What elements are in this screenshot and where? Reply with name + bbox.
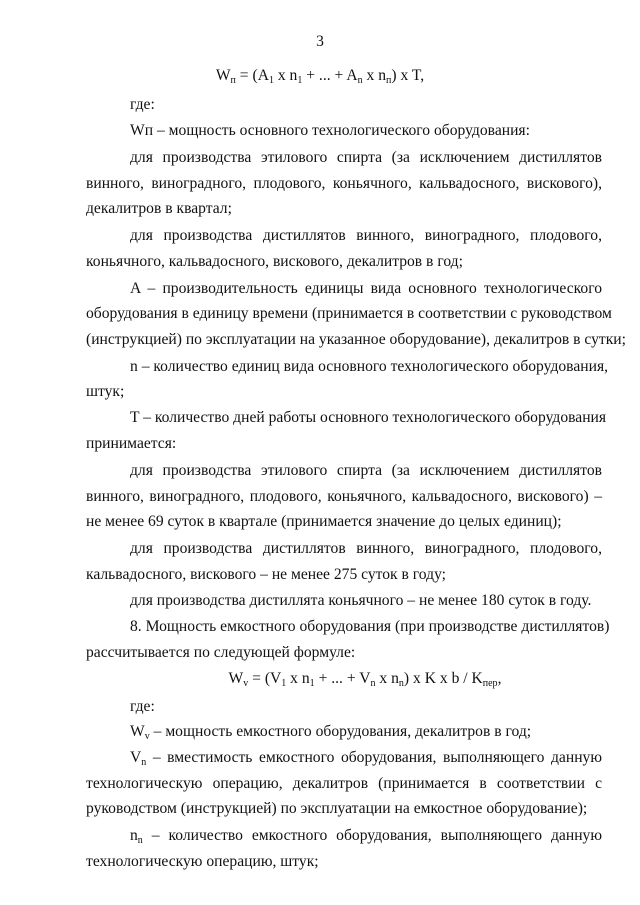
paragraph-line: рассчитывается по следующей формуле: bbox=[86, 644, 356, 661]
paragraph-line: кальвадосного, вискового – не менее 275 суток в году; bbox=[86, 566, 447, 583]
definition-wv: $W_v$ – мощность емкостного оборудования, декалитров в год; bbox=[130, 723, 532, 742]
paragraph-line: для производства дистиллятов винного, виноградного, плодового, bbox=[130, 227, 602, 244]
definition-vn: $V_n$ – вместимость емкостного оборудования, выполняющего данную bbox=[130, 749, 602, 768]
paragraph-line: технологическую операцию, декалитров (принимается в соответствии с bbox=[86, 775, 602, 792]
paragraph-line: для производства дистиллятов винного, виноградного, плодового, bbox=[130, 540, 602, 557]
paragraph-line: технологическую операцию, штук; bbox=[86, 853, 319, 870]
paragraph-line: руководством (инструкцией) по эксплуатации на емкостное оборудование); bbox=[86, 800, 588, 817]
paragraph-line: коньячного, кальвадосного, вискового, декалитров в год; bbox=[86, 253, 463, 270]
paragraph-line: для производства этилового спирта (за исключением дистиллятов bbox=[130, 462, 602, 479]
formula-wn: $W_п = (A_1$ x $n_1$ + ... + $A_n$ x $n_п$) x T, bbox=[215, 67, 425, 86]
definition-t: T – количество дней работы основного технологического оборудования bbox=[130, 409, 607, 426]
definition-nn: $n_n$ – количество емкостного оборудования, выполняющего данную bbox=[130, 827, 602, 846]
paragraph-line: для производства этилового спирта (за исключением дистиллятов bbox=[130, 149, 602, 166]
page-number: 3 bbox=[316, 33, 324, 50]
paragraph-line: оборудования в единицу времени (принимается в соответствии с руководством bbox=[86, 305, 612, 322]
formula-wv: $W_v = (V_1$ x $n_1$ + ... + $V_n$ x $n_n$) x K x b / $K_{пер}$, bbox=[228, 670, 502, 689]
paragraph-line: штук; bbox=[86, 383, 125, 400]
paragraph-line: винного, виноградного, плодового, коньячного, кальвадосного, вискового), bbox=[86, 175, 602, 192]
paragraph-line: не менее 69 суток в квартале (принимается значение до целых единиц); bbox=[86, 513, 562, 530]
paragraph-line: (инструкцией) по эксплуатации на указанное оборудование), декалитров в сутки; bbox=[86, 331, 626, 348]
definition-wn: Wп – мощность основного технологического оборудования: bbox=[130, 122, 530, 139]
section-8-heading: 8. Мощность емкостного оборудования (при производстве дистиллятов) bbox=[130, 618, 610, 635]
definition-n: n – количество единиц вида основного технологического оборудования, bbox=[130, 358, 609, 375]
definition-a: A – производительность единицы вида основного технологического bbox=[130, 280, 602, 297]
where-label: где: bbox=[130, 96, 155, 113]
paragraph-line: декалитров в квартал; bbox=[86, 200, 232, 217]
paragraph-line: винного, виноградного, плодового, коньячного, кальвадосного, вискового) – bbox=[86, 488, 602, 505]
paragraph-line: принимается: bbox=[86, 435, 177, 452]
paragraph-line: для производства дистиллята коньячного – не менее 180 суток в году. bbox=[130, 592, 592, 609]
where-label: где: bbox=[130, 698, 155, 715]
